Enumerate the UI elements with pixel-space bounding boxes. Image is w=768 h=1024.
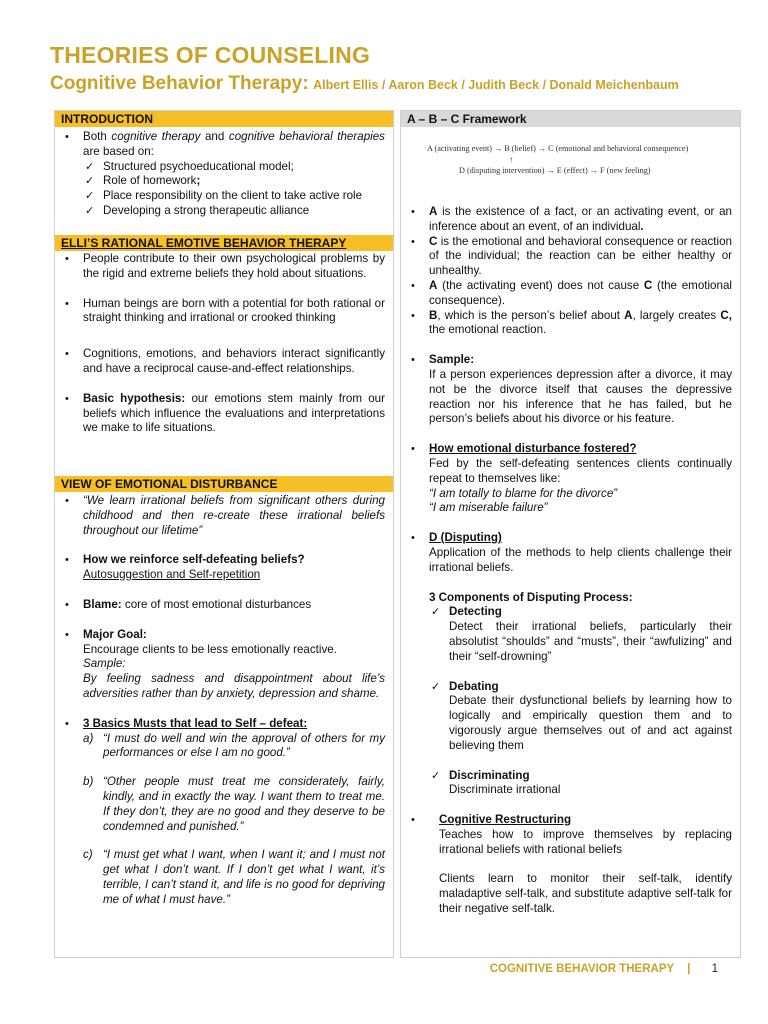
abc-text: the emotional reaction. xyxy=(429,323,547,337)
disturbance-heading: VIEW OF EMOTIONAL DISTURBANCE xyxy=(55,476,393,492)
component-label: Discriminating xyxy=(449,768,530,782)
must-item xyxy=(83,732,385,762)
must-letter: c) xyxy=(83,848,93,862)
check-suffix: ; xyxy=(196,174,201,188)
subtitle-main: Cognitive Behavior Therapy: xyxy=(50,73,309,94)
restructuring-bullet xyxy=(401,813,740,917)
rebt-heading xyxy=(55,235,393,251)
component-item xyxy=(429,769,732,799)
subtitle-authors: Albert Ellis / Aaron Beck / Judith Beck / Donald Meichenbaum xyxy=(313,78,679,92)
abc-text: is the existence of a fact, or an activating event, or an inference about an event, of an individual xyxy=(429,205,732,233)
rebt-bullet: • People contribute to their own psychological problems by the rigid and extreme beliefs they hold about situations. xyxy=(55,252,393,282)
must-letter: b) xyxy=(83,775,94,789)
intro-text: cognitive behavioral therapies xyxy=(228,130,385,143)
abc-text: is the emotional and behavioral consequence or reaction of the individual; the reaction can be either healthy or unhealthy. xyxy=(429,234,732,278)
letter-a: A xyxy=(624,308,633,322)
intro-text: Both xyxy=(83,130,107,143)
goal-text: Encourage clients to be less emotionally reactive. xyxy=(83,642,337,656)
letter-c: C xyxy=(643,278,653,292)
footer-label: COGNITIVE BEHAVIOR THERAPY xyxy=(489,963,674,975)
page-title: THEORIES OF COUNSELING xyxy=(50,42,371,68)
must-text: “I must do well and win the approval of others for my performances or else I am no good.” xyxy=(103,731,385,760)
abc-bullet xyxy=(401,309,740,339)
fostered-label: How emotional disturbance fostered? xyxy=(429,442,637,456)
sample-label: Sample: xyxy=(429,353,475,367)
blame-text: core of most emotional disturbances xyxy=(124,597,312,611)
fostered-text: Fed by the self-defeating sentences clients continually repeat to themselves like: xyxy=(429,456,732,485)
introduction-heading: INTRODUCTION xyxy=(55,111,393,127)
footer-separator: | xyxy=(687,963,691,975)
goal-label: Major Goal: xyxy=(83,627,147,641)
introduction-section xyxy=(55,111,393,219)
goal-sample-label: Sample: xyxy=(83,657,126,671)
diagram-line: D (disputing intervention) → E (effect) → F (new feeling) xyxy=(459,166,651,175)
letter-c: C, xyxy=(720,308,732,322)
reinforce-bullet xyxy=(55,553,393,583)
abc-bullet: • A is the existence of a fact, or an activating event, or an inference about an event, of an individual. xyxy=(401,205,740,235)
rebt-bullet: • Human beings are born with a potential for both rational or straight thinking and irrational or crooked thinking xyxy=(55,297,393,327)
disturbance-quote: • “We learn irrational beliefs from significant others during childhood and then re-create these irrational beliefs throughout our lifetime” xyxy=(55,494,393,538)
fostered-quote: “I am totally to blame for the divorce” xyxy=(429,486,618,500)
diagram-arrow: ↑ xyxy=(509,155,514,164)
sample-bullet xyxy=(401,353,740,427)
reinforce-text: Autosuggestion and Self-repetition xyxy=(83,568,261,582)
abc-text: (the activating event) does not cause xyxy=(442,278,640,292)
intro-check-item: ✓ Structured psychoeducational model; xyxy=(83,160,385,175)
musts-label: 3 Basics Musts that lead to Self – defeat: xyxy=(83,716,308,730)
components-label: 3 Components of Disputing Process: xyxy=(429,590,633,604)
hypothesis-text: our emotions stem mainly from our beliefs which influence the evaluations and interpretations we make to life situations. xyxy=(83,391,385,435)
must-letter: a) xyxy=(83,731,94,745)
goal-bullet xyxy=(55,628,393,702)
left-column xyxy=(54,110,394,958)
letter-a: A xyxy=(429,278,438,292)
right-column xyxy=(400,110,741,958)
must-text: “I must get what I want, when I want it; and I must not get what I don’t want. If I don’t get what I want, it’s terrible, I can’t stand it, and life is no good for depriving me of what I must have.” xyxy=(103,848,385,906)
component-text: Detect their irrational beliefs, particularly their absolutist “shoulds” and “musts”, their “awfulizing” and their “self-drowning” xyxy=(449,620,732,663)
restructuring-label: Cognitive Restructuring xyxy=(439,813,572,827)
intro-check-item: ✓ Place responsibility on the client to take active role xyxy=(83,189,385,204)
abc-definitions xyxy=(401,205,740,917)
letter-c: C xyxy=(429,234,438,248)
restructuring-text: Teaches how to improve themselves by replacing irrational beliefs with rational beliefs xyxy=(439,827,732,856)
blame-label: Blame: xyxy=(83,597,122,611)
component-item xyxy=(429,605,732,664)
intro-text: are based on: xyxy=(83,144,154,158)
letter-a: A xyxy=(429,205,438,218)
fostered-bullet xyxy=(401,442,740,516)
intro-text: and xyxy=(204,130,225,143)
intro-check-item xyxy=(83,174,385,189)
page-footer xyxy=(490,963,718,975)
intro-bullet xyxy=(55,130,393,219)
hypothesis-label: Basic hypothesis: xyxy=(83,391,186,405)
rebt-bullet xyxy=(55,392,393,436)
goal-sample-text: By feeling sadness and disappointment about life’s adversities rather than by anxiety, depression and shame. xyxy=(83,672,385,700)
disputing-bullet xyxy=(401,531,740,575)
components-block xyxy=(401,591,740,799)
blame-bullet xyxy=(55,598,393,613)
check-text: Role of homework xyxy=(103,174,197,188)
restructuring-text: Clients learn to monitor their self-talk, identify maladaptive self-talk, and substitute adaptive self-talk for their negative self-talk. xyxy=(439,872,732,916)
abc-diagram xyxy=(427,143,688,176)
fostered-quote: “I am miserable failure” xyxy=(429,501,548,515)
abc-bullet xyxy=(401,235,740,279)
page-number: 1 xyxy=(711,963,718,975)
page-subtitle xyxy=(50,73,679,95)
must-text: “Other people must treat me considerately, fairly, kindly, and in exactly the way. I want them to treat me. If they don’t, they are no good and they deserve to be condemned and punished.” xyxy=(103,775,385,833)
disputing-label: D (Disputing) xyxy=(429,531,502,545)
component-label: Debating xyxy=(449,679,499,693)
diagram-line: A (activating event) → B (belief) → C (emotional and behavioral consequence) xyxy=(427,144,689,153)
abc-heading: A – B – C Framework xyxy=(401,111,740,127)
rebt-section xyxy=(55,235,393,436)
component-item xyxy=(429,680,732,754)
disturbance-section xyxy=(55,476,393,908)
must-item xyxy=(83,775,385,834)
intro-check-item: ✓ Developing a strong therapeutic alliance xyxy=(83,204,385,219)
sample-text: If a person experiences depression after a divorce, it may not be the divorce itself that causes the depressive reaction nor his inference that he has failed, but he person’s beliefs about his divorce or his feature. xyxy=(429,367,732,426)
component-text: Debate their dysfunctional beliefs by learning how to logically and empirically question them and to vigorously argue themselves out of and act against believing them xyxy=(449,694,732,752)
reinforce-label: How we reinforce self-defeating beliefs? xyxy=(83,553,305,567)
intro-text: cognitive therapy xyxy=(111,130,201,143)
letter-b: B xyxy=(429,308,438,322)
rebt-bullet: • Cognitions, emotions, and behaviors interact significantly and have a reciprocal cause-and-effect relationships. xyxy=(55,347,393,377)
abc-text: (the emotional consequence). xyxy=(429,278,732,307)
component-label: Detecting xyxy=(449,605,502,619)
abc-bullet xyxy=(401,279,740,309)
abc-text: , which is the person’s belief about xyxy=(437,308,620,322)
musts-bullet xyxy=(55,717,393,908)
disputing-text: Application of the methods to help clients challenge their irrational beliefs. xyxy=(429,545,732,574)
component-text: Discriminate irrational xyxy=(449,783,561,797)
rebt-heading-text: ELLI’S RATIONAL EMOTIVE BEHAVIOR THERAPY xyxy=(61,236,347,250)
must-item xyxy=(83,848,385,907)
abc-text: , largely creates xyxy=(632,308,717,322)
